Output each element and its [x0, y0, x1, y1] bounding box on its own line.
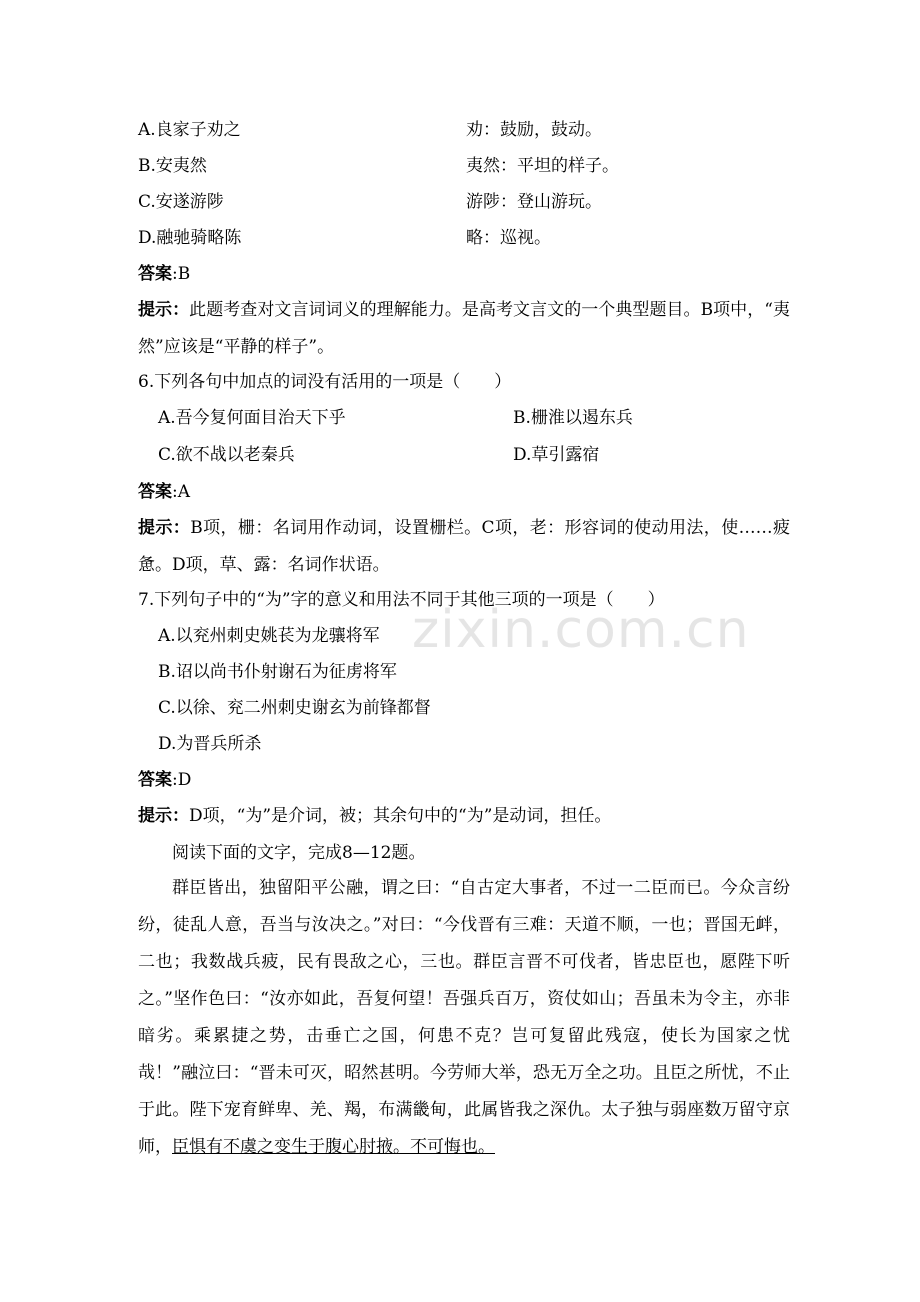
q7-question: 7.下列句子中的“为”字的意义和用法不同于其他三项的一项是（ ）: [138, 590, 665, 610]
answer-value: :A: [172, 482, 191, 502]
q7-option-b: B.诏以尚书仆射谢石为征虏将军: [158, 662, 397, 682]
q5-option-b-gloss: 夷然：平坦的样子。: [466, 156, 619, 176]
q6-option-c: C.欲不战以老秦兵: [158, 445, 295, 465]
q5-option-a: [138, 117, 602, 143]
hint-text: D项，“为”是介词，被；其余句中的“为”是动词，担任。: [189, 806, 612, 826]
hint-text: 此题考查对文言词词义的理解能力。是高考文言文的一个典型题目。B项中，“夷然”应该是“平静的样子”。: [138, 300, 791, 357]
passage-text: 群臣皆出，独留阳平公融，谓之曰：“自古定大事者，不过一二臣而已。今众言纷纷，徒乱人意，吾当与汝决之。”对曰：“今伐晋有三难：天道不顺，一也；晋国无衅，二也；我数战兵疲，民有畏敌之心，三也。群臣言晋不可伐者，皆忠臣也，愿陛下听之。”坚作色曰：“汝亦如此，吾复何望！吾强兵百万，资仗如山；吾虽未为令主，亦非暗劣。乘累捷之势，击垂亡之国，何患不克？岂可复留此残寇，使长为国家之忧哉！”融泣曰：“晋未可灭，昭然甚明。今劳师大举，恐无万全之功。且臣之所忧，不止于此。陛下宠育鲜卑、羌、羯，布满畿甸，此属皆我之深仇。太子独与弱座数万留守京师，: [138, 878, 790, 1157]
passage-underlined-sentence: 臣惧有不虞之变生于腹心肘掖。不可悔也。: [172, 1137, 495, 1157]
q5-option-a-gloss: 劝：鼓励，鼓动。: [466, 120, 602, 140]
q5-answer: [138, 261, 190, 287]
q5-option-c-gloss: 游陟：登山游玩。: [466, 192, 602, 212]
answer-label: 答案: [138, 264, 172, 284]
q6-option-d: D.草引露宿: [513, 445, 600, 465]
hint-label: 提示：: [138, 518, 191, 538]
hint-label: 提示：: [138, 806, 189, 826]
watermark: zixin.com.cn: [412, 600, 750, 660]
q5-option-d-text: D.融驰骑略陈: [138, 228, 242, 248]
q5-option-b: [138, 153, 619, 179]
q7-option-c: C.以徐、兖二州刺史谢玄为前锋都督: [158, 698, 431, 718]
q6-hint: [138, 510, 790, 584]
hint-text: B项，栅：名词用作动词，设置栅栏。C项，老：形容词的使动用法，使……疲惫。D项，草、露：名词作状语。: [138, 518, 791, 575]
reading-passage: [138, 870, 790, 1166]
q5-option-a-text: A.良家子劝之: [138, 120, 241, 140]
q5-option-b-text: B.安夷然: [138, 156, 207, 176]
q6-options-row1: [158, 405, 633, 431]
hint-label: 提示：: [138, 300, 190, 320]
answer-label: 答案: [138, 770, 172, 790]
reading-intro: 阅读下面的文字，完成8—12题。: [172, 843, 426, 863]
q6-options-row2: [158, 442, 600, 468]
q5-option-c: [138, 189, 602, 215]
answer-label: 答案: [138, 482, 172, 502]
q5-hint: [138, 292, 790, 366]
q6-option-b: B.栅淮以遏东兵: [513, 408, 633, 428]
q7-option-a: A.以兖州刺史姚苌为龙骧将军: [158, 626, 380, 646]
answer-value: :B: [172, 264, 191, 284]
q5-option-c-text: C.安遂游陟: [138, 192, 224, 212]
answer-value: :D: [172, 770, 192, 790]
q6-option-a: A.吾今复何面目治天下乎: [158, 408, 346, 428]
q7-answer: [138, 767, 191, 793]
q6-answer: [138, 479, 190, 505]
q5-option-d-gloss: 略：巡视。: [466, 228, 551, 248]
q5-option-d: [138, 225, 551, 251]
q7-option-d: D.为晋兵所杀: [158, 734, 262, 754]
q6-question: 6.下列各句中加点的词没有活用的一项是（ ）: [138, 372, 512, 392]
q7-hint: [138, 803, 611, 829]
